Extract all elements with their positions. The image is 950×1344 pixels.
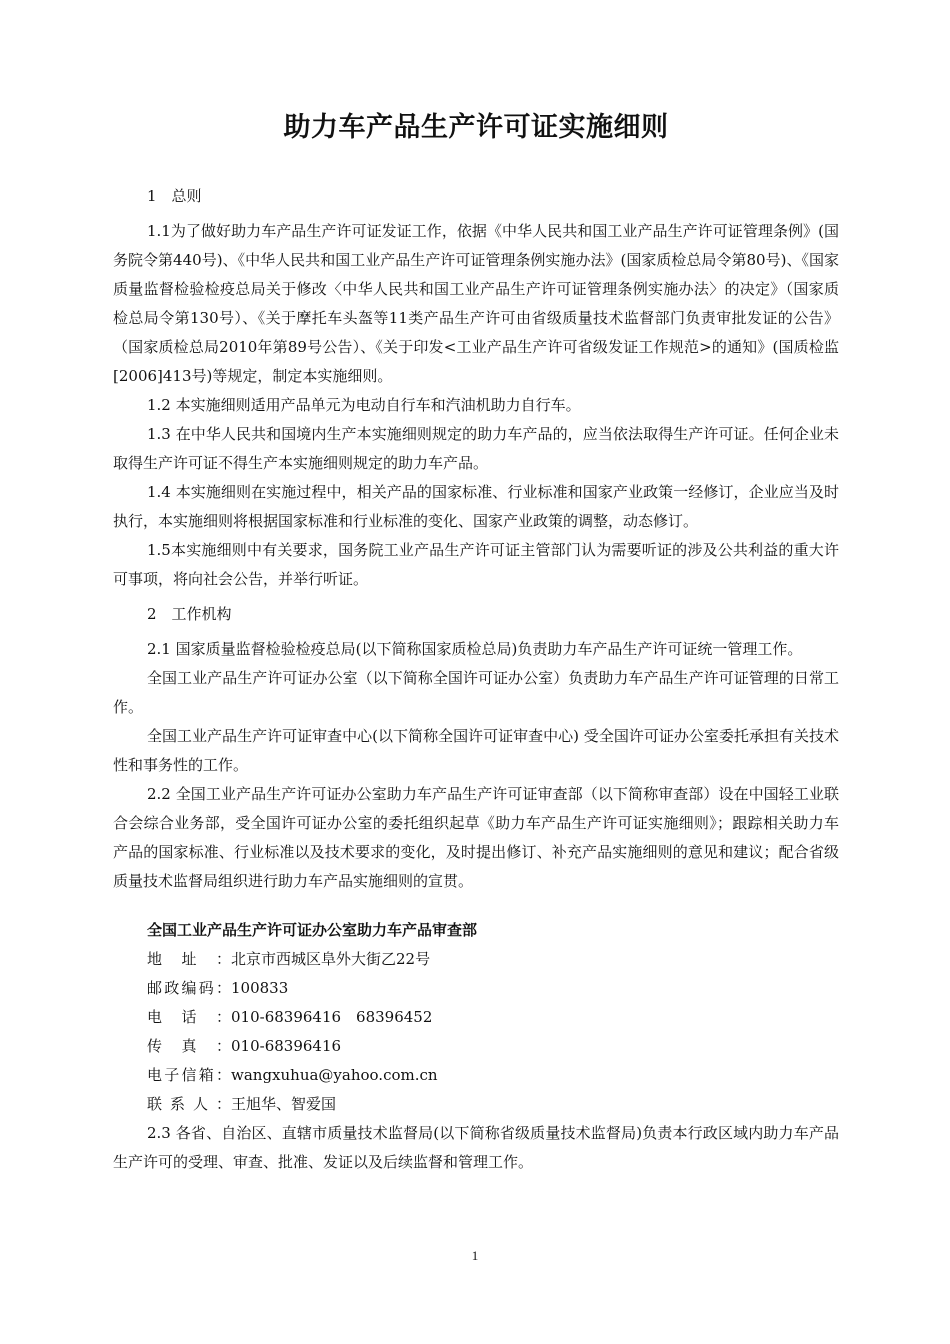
contact-fax-value: 010-68396416 (231, 1037, 342, 1055)
contact-email-label: 电子信箱： (147, 1066, 231, 1084)
contact-person-value: 王旭华、智爱国 (231, 1095, 337, 1113)
page-number: 1 (471, 1248, 479, 1263)
contact-phone-label: 电话： (147, 1008, 231, 1026)
paragraph-2-3: 2.3 各省、自治区、直辖市质量技术监督局(以下简称省级质量技术监督局)负责本行政区域内助力车产品生产许可的受理、审查、批准、发证以及后续监督和管理工作。 (113, 1124, 839, 1171)
document-body (113, 176, 839, 1177)
contact-postcode-value: 100833 (231, 979, 289, 997)
section-heading-organization: 2 工作机构 (147, 605, 232, 623)
contact-email (113, 1061, 839, 1090)
spacer (113, 896, 839, 916)
contact-title: 全国工业产品生产许可证办公室助力车产品审查部 (147, 921, 478, 939)
paragraph-2-1: 2.1 国家质量监督检验检疫总局(以下简称国家质检总局)负责助力车产品生产许可证统一管理工作。 (147, 640, 803, 658)
contact-phone-value: 010-68396416 68396452 (231, 1008, 433, 1026)
contact-person (113, 1090, 839, 1119)
document-title: 助力车产品生产许可证实施细则 (283, 112, 669, 143)
paragraph-1-1: 1.1为了做好助力车产品生产许可证发证工作，依据《中华人民共和国工业产品生产许可证管理条例》(国务院令第440号)、《中华人民共和国工业产品生产许可证管理条例实施办法》(国家质检总局令第80号)、《国家质量监督检验检疫总局关于修改〈中华人民共和国工业产品生产许可证管理条例实施办法〉的决定》（国家质检总局令第130号）、《关于摩托车头盔等11类产品生产许可由省级质量技术监督部门负责审批发证的公告》（国家质检总局2010年第89号公告）、《关于印发<工业产品生产许可省级发证工作规范>的通知》(国质检监[2006]413号)等规定，制定本实施细则。 (113, 222, 839, 385)
paragraph-2-2: 2.2 全国工业产品生产许可证办公室助力车产品生产许可证审查部（以下简称审查部）设在中国轻工业联合会综合业务部，受全国许可证办公室的委托组织起草《助力车产品生产许可证实施细则》；跟踪相关助力车产品的国家标准、行业标准以及技术要求的变化，及时提出修订、补充产品实施细则的意见和建议；配合省级质量技术监督局组织进行助力车产品实施细则的宣贯。 (113, 785, 839, 890)
paragraph-1-3: 1.3 在中华人民共和国境内生产本实施细则规定的助力车产品的，应当依法取得生产许可证。任何企业未取得生产许可证不得生产本实施细则规定的助力车产品。 (113, 425, 839, 472)
contact-address-label: 地址： (147, 950, 231, 968)
contact-person-label: 联系人： (147, 1095, 231, 1113)
paragraph-1-2: 1.2 本实施细则适用产品单元为电动自行车和汽油机助力自行车。 (147, 396, 581, 414)
contact-fax-label: 传真： (147, 1037, 231, 1055)
contact-postcode-label: 邮政编码： (147, 979, 231, 997)
contact-email-value: wangxuhua@yahoo.com.cn (231, 1066, 438, 1084)
paragraph-1-5: 1.5本实施细则中有关要求，国务院工业产品生产许可证主管部门认为需要听证的涉及公共利益的重大许可事项，将向社会公告，并举行听证。 (113, 541, 839, 588)
paragraph-2-1b: 全国工业产品生产许可证办公室（以下简称全国许可证办公室）负责助力车产品生产许可证管理的日常工作。 (113, 669, 839, 716)
contact-address (113, 945, 839, 974)
contact-postcode (113, 974, 839, 1003)
section-heading-general: 1 总则 (147, 187, 202, 205)
paragraph-1-4: 1.4 本实施细则在实施过程中，相关产品的国家标准、行业标准和国家产业政策一经修订，企业应当及时执行，本实施细则将根据国家标准和行业标准的变化、国家产业政策的调整，动态修订。 (113, 483, 839, 530)
contact-address-value: 北京市西城区阜外大街乙22号 (231, 950, 431, 968)
paragraph-2-1c: 全国工业产品生产许可证审查中心(以下简称全国许可证审查中心) 受全国许可证办公室委托承担有关技术性和事务性的工作。 (113, 727, 839, 774)
contact-phone (113, 1003, 839, 1032)
contact-fax (113, 1032, 839, 1061)
